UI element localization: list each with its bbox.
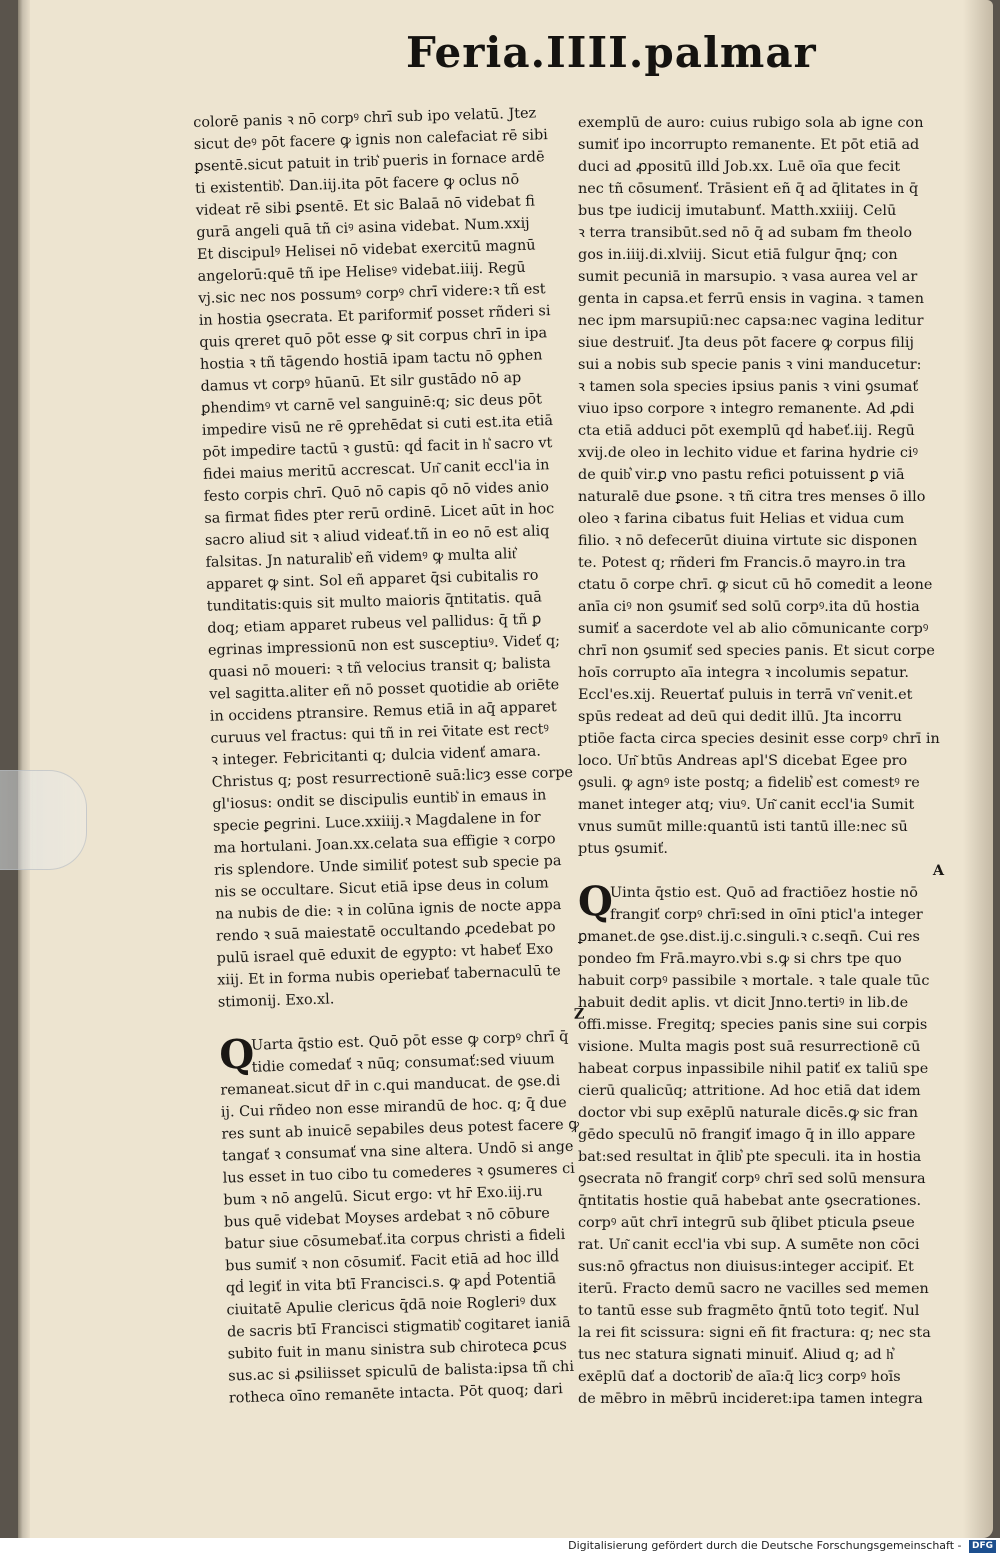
text-line: q̄ntitatis hostie quā habebat ante ꝯsecrationes.	[578, 1193, 922, 1209]
footer-credit: Digitalisierung gefördert durch die Deutsche Forschungsgemeinschaft -	[568, 1539, 962, 1552]
page-clip	[0, 770, 87, 870]
text-line: res sunt ab inuicē sepabiles deus potest facere ꝙ	[221, 1116, 580, 1143]
text-line: cta etiā adduci pōt exemplū qḋ habeť.iij. Regū	[578, 423, 915, 439]
text-line: siue destruiť. Jta deus pōt facere ꝙ corpus filij	[578, 335, 914, 351]
text-line: colorē panis ꝛ nō corpꝰ chrī sub ipo velatū. Jtez	[193, 105, 537, 131]
text-line: pulū israel quē eduxit de egypto: vt habeť Exo	[216, 941, 554, 967]
text-line: to tantū esse sub fragmēto q̄ntū toto tegiť. Nul	[578, 1303, 920, 1319]
text-line: sus:nō ꝯfractus non diuisus:integer accipiť. Et	[578, 1259, 914, 1275]
text-line: festo corpis chrī. Quō nō capis qō nō vides anio	[203, 479, 550, 505]
text-line: curuus vel fractus: qui tñ in rei v̄itate est rectꝰ	[210, 721, 550, 747]
text-line: ꝯsuli. ꝙ agnꝰ iste postq; a fidelib͛ est comestꝰ re	[578, 775, 920, 791]
text-line: ij. Cui rñdeo non esse mirandū de hoc. q; q̄ due	[220, 1094, 567, 1121]
text-line: viuo ipso corpore ꝛ integro remanente. Ad ꝓdi	[578, 401, 915, 417]
text-line: ris splendore. Unde similiť potest sub specie pa	[213, 853, 562, 879]
text-line: corpꝰ aūt chrī integrū sub q̄libet pticula ꝑseue	[578, 1215, 915, 1231]
text-line: apparet ꝙ sint. Sol eñ apparet q̄si cubitalis ro	[205, 567, 539, 593]
text-line: gl'iosus: ondit se discipulis euntib͛ in emaus in	[212, 787, 547, 813]
text-line: de sacris btī Francisci stigmatib͛ cogitaret ianiā	[226, 1314, 571, 1341]
text-line: stimonij. Exo.xl.	[217, 991, 335, 1011]
text-line: rotheca oīno remanēte intacta. Pōt quoq; dari	[228, 1381, 563, 1407]
text-line: impedire visū ne rē ꝯprehēdat si cuti est.ita etiā	[201, 413, 554, 439]
text-line: na nubis de die: ꝛ in colūna ignis de nocte appa	[215, 897, 562, 923]
text-line: doctor vbi sup exēplū naturale dicēs.ꝙ sic fran	[578, 1105, 919, 1121]
text-line: doq; etiam apparet rubeus vel pallidus: q̄ tñ ꝑ	[207, 611, 542, 637]
text-line: ctatu ō corpe chrī. ꝙ sicut cū hō comedit a leone	[578, 577, 933, 593]
text-line: hostia ꝛ tñ tāgendo hostiā ipam tactu nō ꝯphen	[199, 347, 543, 373]
right-section-two	[578, 878, 964, 1410]
text-line: Et discipulꝰ Helisei nō videbat exercitū magnū	[196, 237, 536, 263]
text-line: sumit pecuniā in marsupio. ꝛ vasa aurea vel ar	[578, 269, 918, 285]
text-line: bum ꝛ nō angelū. Sicut ergo: vt hr̄ Exo.iij.ru	[223, 1183, 543, 1209]
right-section-two-text	[578, 878, 964, 1410]
text-line: in occidens ptransire. Remus etiā in aq̄ apparet	[209, 699, 557, 725]
text-line: exemplū de auro: cuius rubigo sola ab igne con	[578, 115, 924, 131]
text-line: loco. Un͂ btūs Andreas apl'S dicebat Egee pro	[578, 753, 908, 769]
footer-bar	[0, 1538, 1000, 1554]
text-line: cierū qualicūq; attritione. Ad hoc etiā dat idem	[578, 1083, 921, 1099]
text-line: batur siue cōsumebať.ita corpus christi a fideli	[224, 1227, 566, 1253]
text-line: frangiť corpꝰ chrī:sed in oīni pticl'a integer	[610, 907, 923, 923]
text-line: vel sagitta.aliter eñ nō posset quotidie ab oriēte	[209, 677, 560, 703]
text-line: sicut deꝰ pōt facere ꝙ ignis non calefaciat rē sibi	[193, 127, 549, 153]
text-line: vnus sumūt mille:quantū isti tantū ille:nec sū	[578, 819, 908, 835]
text-line: ciuitatē Apulie clericus q̄dā noie Rogleriꝰ dux	[226, 1293, 557, 1319]
text-line: tunditatis:quis sit multo maioris q̄ntitatis. quā	[206, 589, 543, 615]
text-line: exēplū dať a doctorib͛ de aīa:q̄ licȝ corpꝰ hoīs	[578, 1369, 901, 1385]
text-line: in hostia ꝯsecrata. Et pariformiť posset rñderi si	[198, 303, 551, 329]
text-line: gēdo speculū nō frangiť imago q̄ in illo appare	[578, 1127, 916, 1143]
text-line: xiij. Et in forma nubis operiebať tabernaculū te	[217, 963, 562, 989]
text-line: quis qreret quō pōt esse ꝙ sit corpus chrī in ipa	[199, 325, 548, 351]
text-line: xvij.de oleo in lechito vidue et farina hydrie ciꝰ	[578, 445, 919, 461]
text-line: de quib͛ vir.ꝑ vno pastu refici potuissent ꝑ viā	[578, 467, 905, 483]
text-line: ptiōe facta circa species desinit esse corpꝰ chrī in	[578, 731, 940, 747]
text-line: specie ꝑegrini. Luce.xxiiij.ꝛ Magdalene in for	[212, 809, 541, 835]
text-line: qḋ legiť in vita btī Francisci.s. ꝙ apḋ Potentiā	[225, 1271, 557, 1297]
right-column	[578, 112, 964, 1410]
text-line: tidie comedať ꝛ nūq; consumať:sed viuum	[251, 1051, 555, 1076]
right-column-text	[578, 112, 964, 860]
text-line: vj.sic nec nos possumꝰ corpꝰ chrī videre:ꝛ tñ est	[197, 281, 546, 307]
text-line: ꝛ terra transibūt.sed nō q̄ ad subam fm theolo	[578, 225, 912, 241]
text-line: damus vt corpꝰ hūanū. Et silr gustādo nō ap	[200, 369, 522, 395]
text-line: Uarta q̄stio est. Quō pōt esse ꝙ corpꝰ chrī q̄	[250, 1028, 569, 1054]
left-section-two-text	[219, 1025, 615, 1410]
text-line: ti existentib͛. Dan.iij.ita pōt facere ꝙ oclus nō	[194, 171, 520, 197]
text-line: bus quē videbat Moyses ardebat ꝛ nō cōbure	[223, 1205, 550, 1231]
text-line: ꝑmanet.de ꝯse.dist.ij.c.singuli.ꝛ c.seqn̄. Cui res	[578, 929, 920, 945]
text-line: sus.ac si ꝓsiliisset spiculū de balista:ipsa tñ chi	[228, 1358, 575, 1385]
text-line: oleo ꝛ farina cibatus fuit Helias et vidua cum	[578, 511, 905, 527]
left-column	[193, 101, 615, 1409]
text-line: anīa ciꝰ non ꝯsumiť sed solū corpꝰ.ita dū hostia	[578, 599, 920, 615]
text-line: ꝛ tamen sola species ipsius panis ꝛ vini ꝯsumať	[578, 379, 919, 395]
text-line: sui a nobis sub specie panis ꝛ vini manducetur:	[578, 357, 922, 373]
text-line: ma hortulani. Joan.xx.celata sua effigie ꝛ corpo	[213, 831, 556, 857]
text-line: ꝯsecrata nō frangiť corpꝰ chrī sed solū mensura	[578, 1171, 926, 1187]
text-line: egrinas impressionū non est susceptiuꝰ. Videť q;	[207, 632, 561, 659]
text-line: manet integer atq; viuꝰ. Un͂ canit eccl'ia Sumit	[578, 797, 915, 813]
text-line: genta in capsa.et ferrū ensis in vagina. ꝛ tamen	[578, 291, 924, 307]
text-line: gos in.iiij.di.xlviij. Sicut etiā fulgur q̄nq; con	[578, 247, 898, 263]
text-line: remaneat.sicut dr̄ in c.qui manducat. de ꝯse.di	[220, 1073, 561, 1099]
text-line: ptus ꝯsumiť.	[578, 841, 668, 857]
text-line: nec ipm marsupiū:nec capsa:nec vagina leditur	[578, 313, 924, 329]
text-line: naturalē due ꝑsone. ꝛ tñ citra tres menses ō illo	[578, 489, 926, 505]
text-line: sumiť a sacerdote vel ab alio cōmunicante corpꝰ	[578, 621, 929, 637]
text-line: sumiť ipo incorrupto remanente. Et pōt etiā ad	[578, 137, 920, 153]
text-line: chrī non ꝯsumiť sed species panis. Et sicut corpe	[578, 643, 935, 659]
dfg-logo: DFG	[969, 1540, 996, 1553]
text-line: de mēbro in mēbrū incideret:ipa tamen integra	[578, 1391, 923, 1407]
text-line: nec tñ cōsumenť. Trāsient eñ q̄ ad q̄litates in q̄	[578, 181, 919, 197]
text-line: la rei fit scissura: signi eñ fit fractura: q; nec sta	[578, 1325, 931, 1341]
text-line: Eccl'es.xij. Reuertať puluis in terrā vn͂ venit.et	[578, 687, 913, 703]
page-gutter	[18, 0, 30, 1538]
text-line: pōt impedire tactū ꝛ gustū: qḋ facit in h͛ sacro vt	[202, 435, 553, 461]
text-line: fidei maius meritū accrescat. Un͂ canit eccl'ia in	[202, 457, 550, 483]
text-line: filio. ꝛ nō defecerūt diuina virtute sic disponen	[578, 533, 918, 549]
text-line: quasi nō moueri: ꝛ tñ velocius transit q; balista	[208, 655, 551, 681]
left-signature-mark: Z	[573, 1005, 585, 1023]
text-line: bat:sed resultat in q̄lib͛ pte speculi. ita in hostia	[578, 1149, 922, 1165]
text-line: rendo ꝛ suā maiestatē occultando ꝓcedebat po	[215, 919, 556, 945]
left-column-text	[193, 101, 613, 1013]
text-line: bus sumiť ꝛ non cōsumiť. Facit etiā ad hoc illḋ	[225, 1249, 560, 1275]
text-line: duci ad ꝓpositū illḋ Job.xx. Luē oīa que fecit	[578, 159, 901, 175]
left-section-two	[219, 1025, 615, 1410]
text-line: te. Potest q; rñderi fm Francis.ō mayro.in tra	[578, 555, 906, 571]
text-line: videat rē sibi ꝑsentē. Et sic Balaā nō videbat fi	[195, 193, 536, 219]
text-line: offi.misse. Fregitq; species panis sine sui corpis	[578, 1017, 928, 1033]
text-line: lus esset in tuo cibo tu comederes ꝛ ꝯsumeres ci	[222, 1160, 575, 1187]
text-line: hoīs corrupto aīa integra ꝛ incolumis sepatur.	[578, 665, 909, 681]
page-edge-shadow	[963, 0, 993, 1538]
text-line: iterū. Fracto demū sacro ne vacilles sed memen	[578, 1281, 929, 1297]
text-line: angelorū:quē tñ ipe Heliseꝰ videbat.iiij. Regū	[197, 259, 526, 285]
text-line: tus nec statura signati minuiť. Aliud q; ad h͛	[578, 1347, 894, 1363]
text-line: rat. Un͂ canit eccl'ia vbi sup. A sumēte non cōci	[578, 1237, 920, 1253]
right-dropcap: Q	[578, 878, 613, 925]
book-page	[18, 0, 993, 1538]
text-line: habuit corpꝰ passibile ꝛ mortale. ꝛ tale quale tūc	[578, 973, 930, 989]
text-line: ꝛ integer. Febricitanti q; dulcia videnť amara.	[210, 743, 542, 769]
text-line: subito fuit in manu sinistra sub chiroteca ꝑcus	[227, 1337, 567, 1363]
text-line: habuit dedit aplis. vt dicit Jnno.tertiꝰ in lib.de	[578, 995, 909, 1011]
text-line: sacro aliud sit ꝛ aliud videať.tñ in eo nō est aliq	[204, 523, 550, 549]
text-line: pondeo fm Frā.mayro.vbi s.ꝙ si chrs tpe quo	[578, 951, 902, 967]
running-head: Feria.IIII.palmar	[406, 28, 817, 77]
text-line: habeat corpus inpassibile nihil patiť ex taliū spe	[578, 1061, 929, 1077]
text-line: bus tpe iudicij imutabunť. Matth.xxiiij. Celū	[578, 203, 897, 219]
text-line: gurā angeli quā tñ ciꝰ asina videbat. Num.xxij	[196, 215, 530, 241]
right-signature-mark: A	[932, 862, 944, 879]
text-line: nis se occultare. Sicut etiā ipse deus in colum	[214, 875, 549, 901]
text-line: Christus q; post resurrectionē suā:licȝ esse corpe	[211, 764, 574, 791]
text-line: sa firmat fides pter rerū ordinē. Licet aūt in hoc	[204, 501, 555, 527]
left-dropcap: Q	[218, 1030, 255, 1079]
text-line: Uinta q̄stio est. Quō ad fractiōez hostie nō	[610, 885, 918, 901]
text-line: visione. Multa magis post suā resurrectionē cū	[578, 1039, 921, 1055]
text-line: ꝑsentē.sicut patuit in trib͛ pueris in fornace ardē	[194, 149, 545, 175]
text-line: ꝑhendimꝰ vt carnē vel sanguinē:q; sic deus pōt	[201, 391, 543, 417]
text-line: falsitas. Jn naturalib͛ eñ videmꝰ ꝙ multa alit͛	[205, 546, 517, 571]
text-line: tangať ꝛ consumať vna sine altera. Undō si ange	[221, 1138, 574, 1165]
text-line: spūs redeat ad deū qui dedit illū. Jta incorru	[578, 709, 902, 725]
